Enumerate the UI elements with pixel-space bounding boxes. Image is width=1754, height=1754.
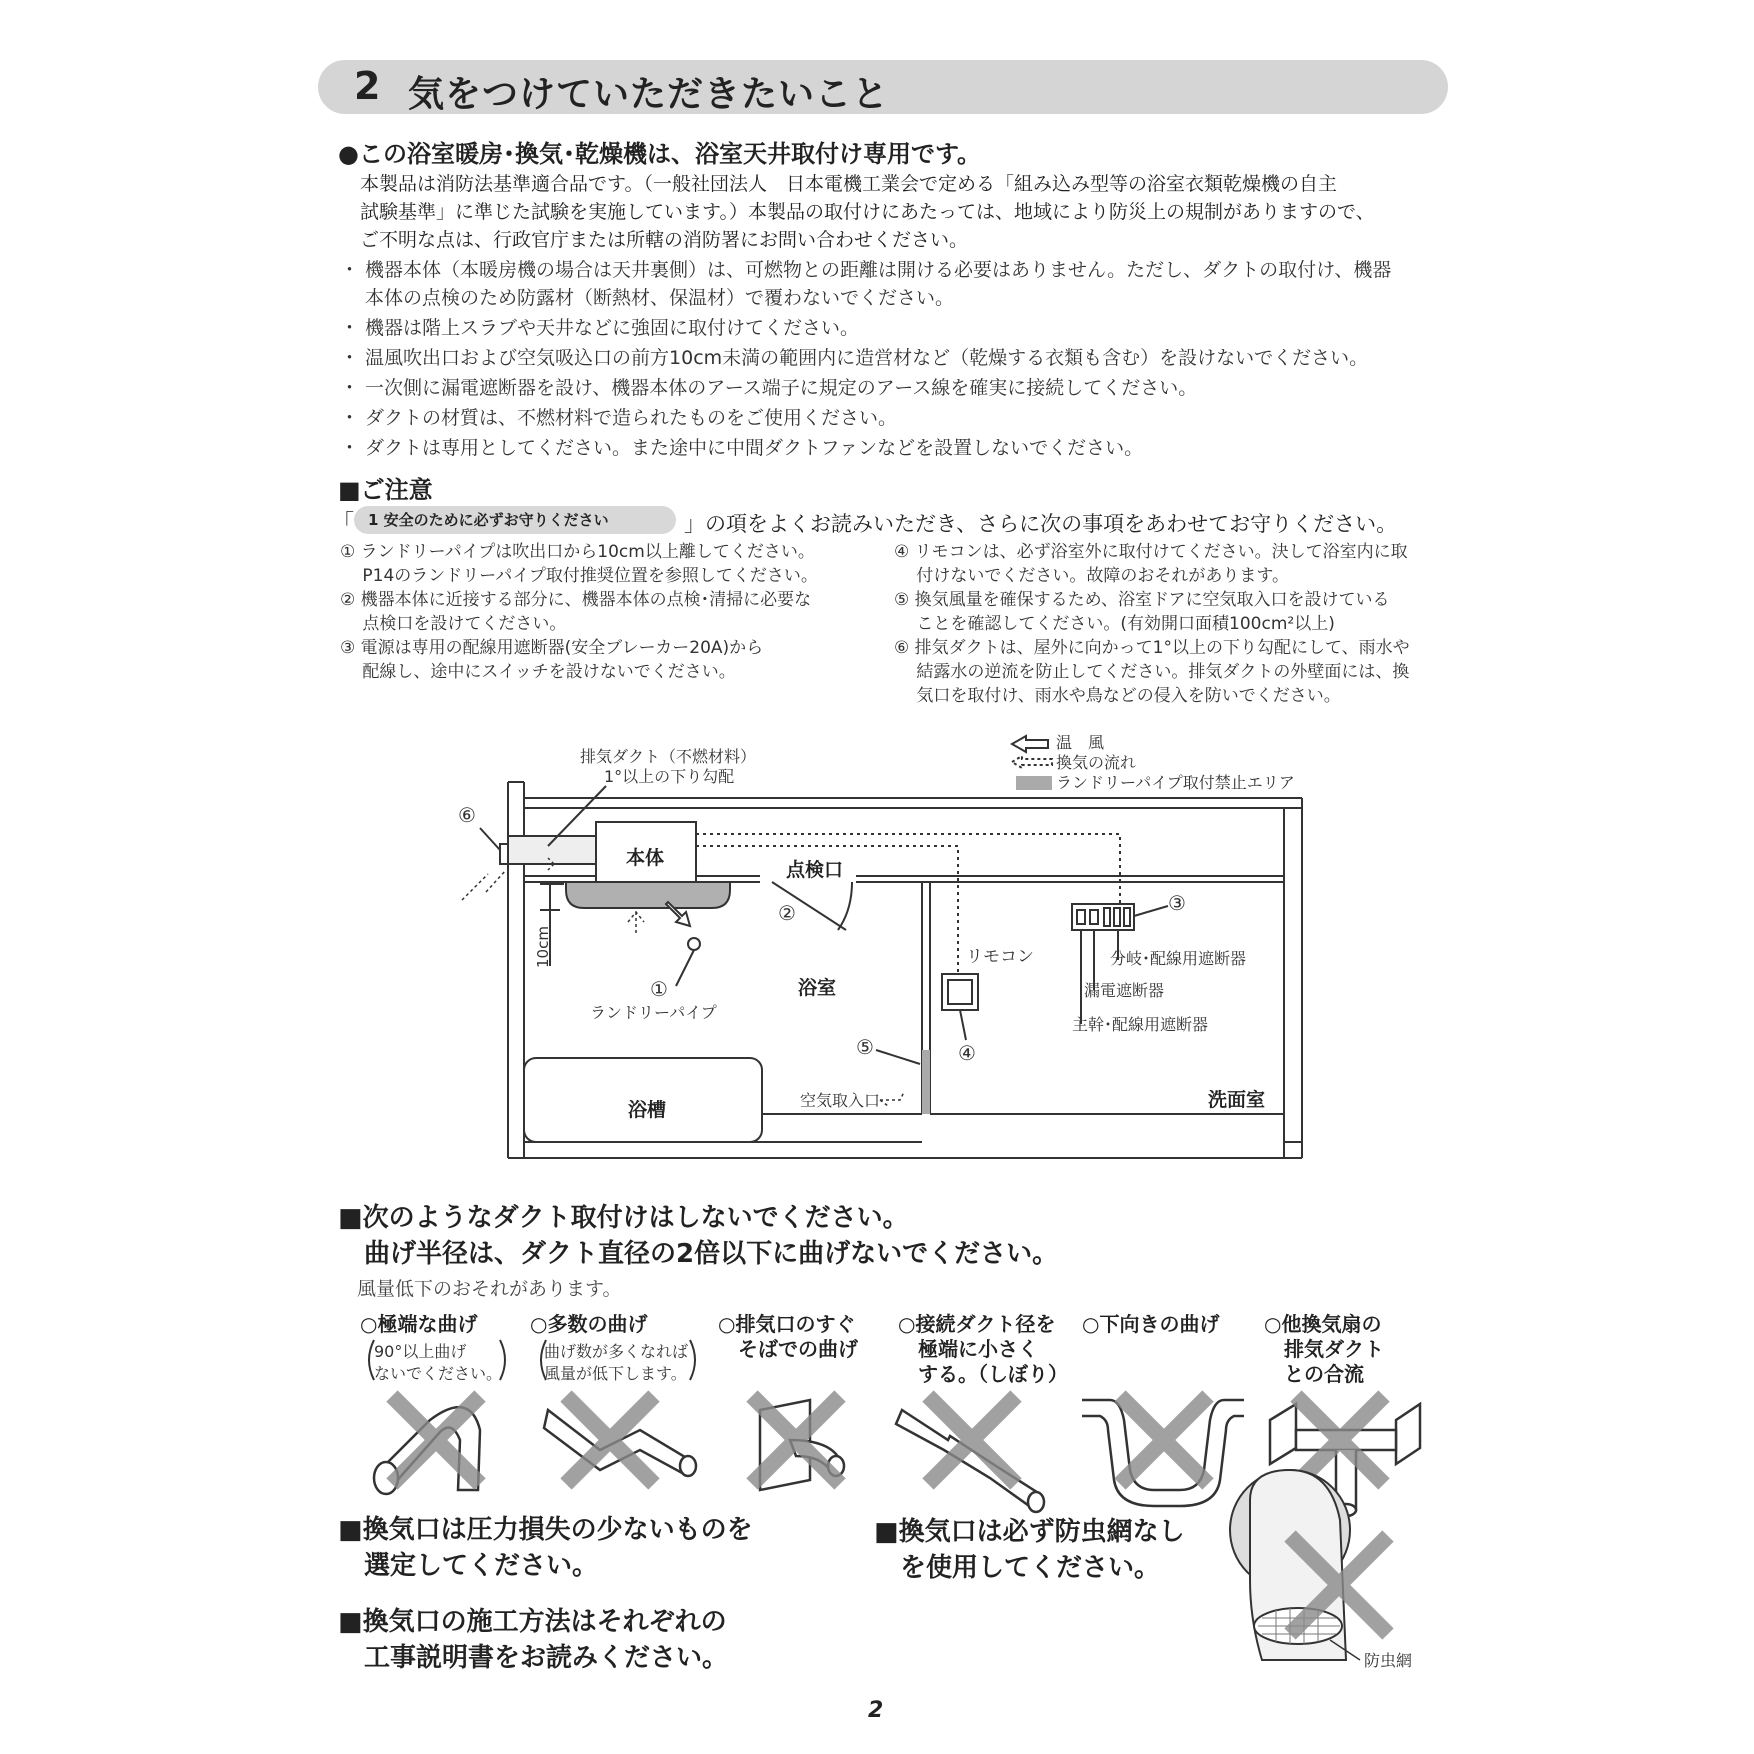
caution-open-bracket: 「 bbox=[332, 511, 355, 536]
legend-ventilation: 換気の流れ bbox=[1056, 753, 1137, 772]
bathtub-label: 浴槽 bbox=[628, 1099, 667, 1121]
duct-item-bend-near-outlet: ○排気口のすぐ そばでの曲げ bbox=[718, 1312, 858, 1361]
insect-net-label: 防虫網 bbox=[1364, 1651, 1413, 1670]
air-inlet-label: 空気取入口 bbox=[800, 1091, 881, 1110]
washroom-label: 洗面室 bbox=[1208, 1089, 1266, 1111]
breaker-leakage-label: 漏電遮断器 bbox=[1084, 981, 1165, 1000]
main-unit-label: 本体 bbox=[626, 847, 665, 869]
caution-title: ■ご注意 bbox=[338, 476, 433, 504]
breaker-main-label: 主幹･配線用遮断器 bbox=[1072, 1015, 1209, 1034]
bullet-item: ・ ダクトの材質は、不燃材料で造られたものをご使用ください。 bbox=[340, 407, 898, 429]
slope-label: 1°以上の下り勾配 bbox=[604, 767, 735, 786]
dist-label: 10cm bbox=[534, 926, 552, 968]
caution-left-list: ① ランドリーパイプは吹出口から10cm以上離してください。 P14のランドリーパイプ取付推奨位置を参照してください。 ② 機器本体に近接する部分に、機器本体の点検･清掃に必要な 点検口を設けてください。 ③ 電源は専用の配線用遮断器(安全ブレーカー20A)から 配線し、途中にスイッチを設けないでください。 bbox=[340, 542, 818, 682]
duct-section-note: 風量低下のおそれがあります。 bbox=[338, 1278, 622, 1300]
section-number: 2 bbox=[354, 64, 381, 108]
marker-4: ④ bbox=[958, 1041, 976, 1065]
breaker-branch-label: 分岐･配線用遮断器 bbox=[1110, 949, 1247, 968]
note-installation-method: ■換気口の施工方法はそれぞれの 工事説明書をお読みください。 bbox=[338, 1607, 729, 1673]
duct-item-extreme-bend: ○極端な曲げ 90°以上曲げ ないでください。 bbox=[360, 1312, 503, 1383]
section1-paragraph: 本製品は消防法基準適合品です。（一般社団法人 日本電機工業会で定める「組み込み型等の浴室衣類乾燥機の自主 試験基準」に準じた試験を実施しています。）本製品の取付けにあたっては、地域により防災上の規制がありますので、 ご不明な点は、行政官庁または所轄の消防署にお問い合わせください。 bbox=[360, 173, 1375, 251]
duct-item-many-bends: ○多数の曲げ 曲げ数が多くなれば 風量が低下します。 bbox=[530, 1312, 689, 1383]
note-no-insect-net: ■換気口は必ず防虫網なし を使用してください。 bbox=[874, 1517, 1185, 1583]
caution-lead: 」の項をよくお読みいただき、さらに次の事項をあわせてお守りください。 bbox=[684, 512, 1398, 536]
safety-reference-text: 1 安全のために必ずお守りください bbox=[368, 511, 609, 529]
duct-section-title: ■次のようなダクト取付けはしないでください。 曲げ半径は、ダクト直径の2倍以下に曲げないでください。 bbox=[338, 1203, 1059, 1269]
remote-label: リモコン bbox=[966, 947, 1034, 967]
legend-warm-air: 温 風 bbox=[1056, 733, 1105, 752]
bullet-item: ・ 温風吹出口および空気吸込口の前方10cm未満の範囲内に造営材など（乾燥する衣類も含む）を設けないでください。 bbox=[340, 347, 1369, 369]
bullet-item: ・ 機器本体（本暖房機の場合は天井裏側）は、可燃物との距離は開ける必要はありません。ただし、ダクトの取付け、機器 bbox=[340, 259, 1392, 281]
section-title: 気をつけていただきたいこと bbox=[408, 74, 890, 115]
bathroom-label: 浴室 bbox=[798, 977, 837, 999]
marker-3: ③ bbox=[1168, 891, 1186, 915]
caution-right-list: ④ リモコンは、必ず浴室外に取付けてください。決して浴室内に取 付けないでください。故障のおそれがあります。 ⑤ 換気風量を確保するため、浴室ドアに空気取入口を設けている ことを確認してください。(有効開口面積100cm²以上) ⑥ 排気ダクトは、屋外に向かって1°以上の下り勾配にして、雨水や 結露水の逆流を防止してください。排気ダクトの外壁面には、換 気口を取付け、雨水や鳥などの侵入を防いでください。 bbox=[894, 542, 1410, 706]
marker-5: ⑤ bbox=[856, 1035, 874, 1059]
duct-item-merge: ○他換気扇の 排気ダクト との合流 bbox=[1264, 1312, 1384, 1386]
bullet-item: ・ 機器は階上スラブや天井などに強固に取付けてください。 bbox=[340, 317, 860, 339]
marker-6: ⑥ bbox=[458, 803, 476, 827]
laundry-pipe-label: ランドリーパイプ bbox=[590, 1003, 717, 1022]
page-number: 2 bbox=[868, 1698, 884, 1723]
marker-1: ① bbox=[650, 977, 668, 1001]
marker-2: ② bbox=[778, 901, 796, 925]
duct-label: 排気ダクト（不燃材料） bbox=[580, 747, 757, 766]
inspection-label: 点検口 bbox=[786, 859, 844, 881]
bullet-item: 本体の点検のため防露材（断熱材、保温材）で覆わないでください。 bbox=[340, 287, 955, 309]
bullet-item: ・ ダクトは専用としてください。また途中に中間ダクトファンなどを設置しないでください。 bbox=[340, 437, 1144, 459]
legend-prohibited-area: ランドリーパイプ取付禁止エリア bbox=[1056, 773, 1295, 792]
duct-item-downward-bend: ○下向きの曲げ bbox=[1082, 1312, 1220, 1336]
duct-item-reduced-diameter: ○接続ダクト径を 極端に小さく する。（しぼり） bbox=[898, 1312, 1068, 1386]
bullet-item: ・ 一次側に漏電遮断器を設け、機器本体のアース端子に規定のアース線を確実に接続してください。 bbox=[340, 377, 1198, 399]
section1-title: ●この浴室暖房･換気･乾燥機は、浴室天井取付け専用です。 bbox=[338, 140, 982, 168]
note-pressure-loss: ■換気口は圧力損失の少ないものを 選定してください。 bbox=[338, 1515, 753, 1581]
